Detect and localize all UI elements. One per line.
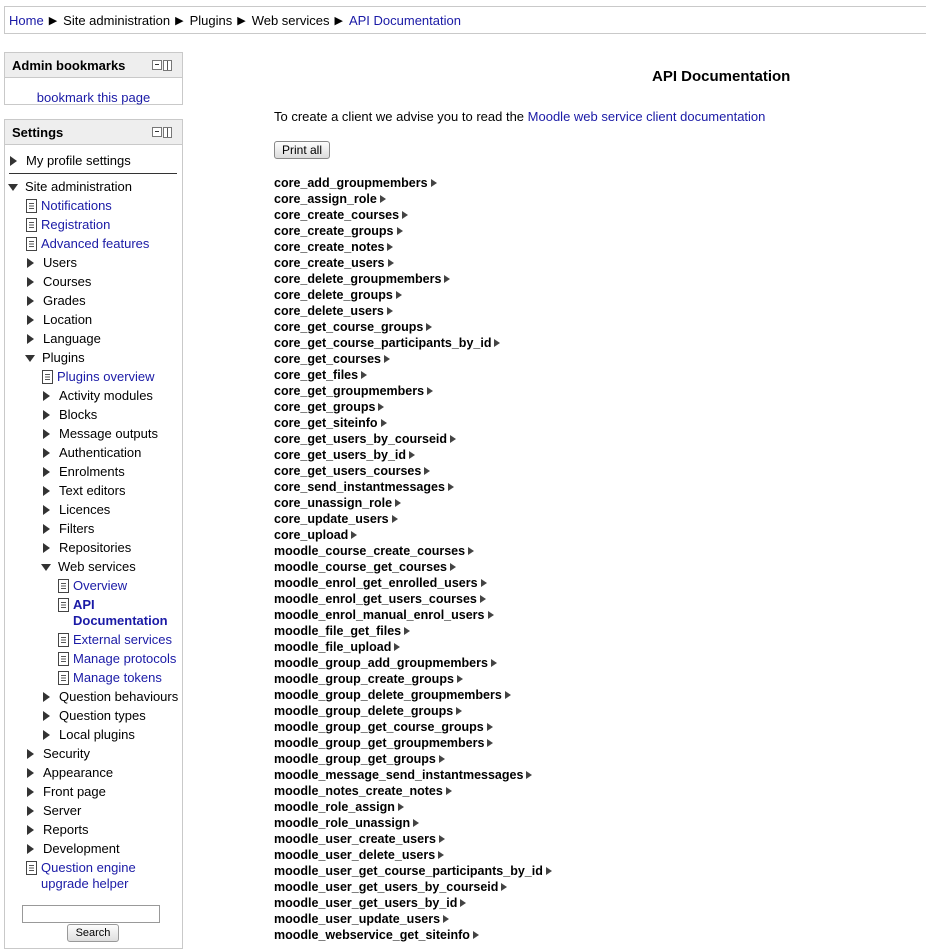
function-item[interactable] bbox=[274, 415, 552, 431]
function-item[interactable] bbox=[274, 239, 552, 255]
function-name: core_assign_role bbox=[274, 192, 377, 206]
tree-item-overview[interactable]: Overview bbox=[58, 578, 127, 593]
tree-item-plugins[interactable]: Plugins bbox=[25, 350, 85, 365]
function-item[interactable] bbox=[274, 303, 552, 319]
expand-arrow-icon[interactable] bbox=[456, 707, 462, 715]
tree-item-users[interactable]: Users bbox=[27, 255, 77, 270]
expand-arrow-icon[interactable] bbox=[431, 179, 437, 187]
function-item[interactable] bbox=[274, 847, 552, 863]
expand-arrow-icon[interactable] bbox=[443, 915, 449, 923]
tree-item-question-engine-upgrade[interactable]: Question engine upgrade helper bbox=[26, 860, 136, 892]
expanded-arrow-icon bbox=[41, 564, 51, 571]
expand-arrow-icon[interactable] bbox=[446, 787, 452, 795]
expand-arrow-icon[interactable] bbox=[409, 451, 415, 459]
expand-arrow-icon[interactable] bbox=[378, 403, 384, 411]
search-button[interactable]: Search bbox=[67, 924, 119, 942]
function-item[interactable] bbox=[274, 831, 552, 847]
expand-arrow-icon[interactable] bbox=[480, 595, 486, 603]
document-icon bbox=[58, 579, 69, 593]
tree-item-filters[interactable]: Filters bbox=[43, 521, 94, 536]
collapsed-arrow-icon bbox=[27, 334, 34, 344]
function-item[interactable] bbox=[274, 799, 552, 815]
bookmark-this-page-link[interactable]: bookmark this page bbox=[36, 89, 151, 105]
collapsed-arrow-icon bbox=[43, 429, 50, 439]
document-icon bbox=[58, 671, 69, 685]
collapsed-arrow-icon bbox=[27, 844, 34, 854]
function-name: moodle_webservice_get_siteinfo bbox=[274, 928, 470, 942]
expand-arrow-icon[interactable] bbox=[505, 691, 511, 699]
expand-arrow-icon[interactable] bbox=[487, 739, 493, 747]
breadcrumb-plugins[interactable]: Plugins bbox=[189, 12, 233, 28]
document-icon bbox=[58, 652, 69, 666]
document-icon bbox=[42, 370, 53, 384]
document-icon bbox=[26, 218, 37, 232]
function-name: core_get_files bbox=[274, 368, 359, 382]
tree-item-message-outputs[interactable]: Message outputs bbox=[43, 426, 158, 441]
tree-item-security[interactable]: Security bbox=[27, 746, 90, 761]
function-name: moodle_user_get_users_by_id bbox=[274, 896, 458, 910]
expand-arrow-icon[interactable] bbox=[395, 499, 401, 507]
tree-item-advanced-features[interactable]: Advanced features bbox=[26, 236, 149, 251]
collapsed-arrow-icon bbox=[27, 806, 34, 816]
divider bbox=[9, 173, 177, 174]
breadcrumb-separator-icon: ▶ bbox=[334, 14, 343, 27]
function-item[interactable] bbox=[274, 383, 552, 399]
expand-arrow-icon[interactable] bbox=[404, 627, 410, 635]
function-name: core_get_groupmembers bbox=[274, 384, 425, 398]
function-item[interactable] bbox=[274, 751, 552, 767]
admin-bookmarks-block bbox=[4, 52, 183, 105]
function-name: core_create_notes bbox=[274, 240, 385, 254]
expanded-arrow-icon bbox=[8, 184, 18, 191]
collapsed-arrow-icon bbox=[27, 749, 34, 759]
function-item[interactable] bbox=[274, 367, 552, 383]
expand-arrow-icon[interactable] bbox=[427, 387, 433, 395]
expand-arrow-icon[interactable] bbox=[402, 211, 408, 219]
collapsed-arrow-icon bbox=[43, 467, 50, 477]
function-name: moodle_group_get_groups bbox=[274, 752, 436, 766]
tree-item-question-behaviours[interactable]: Question behaviours bbox=[43, 689, 178, 704]
tree-item-api-documentation[interactable]: API Documentation bbox=[58, 597, 168, 629]
tree-item-manage-protocols[interactable]: Manage protocols bbox=[58, 651, 176, 666]
collapsed-arrow-icon bbox=[43, 524, 50, 534]
function-item[interactable] bbox=[274, 783, 552, 799]
tree-item-appearance[interactable]: Appearance bbox=[27, 765, 113, 780]
collapsed-arrow-icon bbox=[27, 315, 34, 325]
expand-arrow-icon[interactable] bbox=[394, 643, 400, 651]
function-item[interactable] bbox=[274, 767, 552, 783]
tree-item-grades[interactable]: Grades bbox=[27, 293, 86, 308]
function-name: core_get_course_participants_by_id bbox=[274, 336, 492, 350]
breadcrumb-separator-icon: ▶ bbox=[237, 14, 246, 27]
function-item[interactable] bbox=[274, 543, 552, 559]
function-name: moodle_enrol_get_users_courses bbox=[274, 592, 477, 606]
dock-block-icon[interactable] bbox=[152, 127, 172, 138]
function-item[interactable] bbox=[274, 623, 552, 639]
tree-item-blocks[interactable]: Blocks bbox=[43, 407, 97, 422]
function-item[interactable] bbox=[274, 863, 552, 879]
tree-item-reports[interactable]: Reports bbox=[27, 822, 89, 837]
expand-arrow-icon[interactable] bbox=[438, 851, 444, 859]
expand-arrow-icon[interactable] bbox=[488, 611, 494, 619]
document-icon bbox=[58, 598, 69, 612]
expand-arrow-icon[interactable] bbox=[481, 579, 487, 587]
function-list bbox=[274, 175, 552, 943]
expand-arrow-icon[interactable] bbox=[501, 883, 507, 891]
function-item[interactable] bbox=[274, 223, 552, 239]
tree-item-question-types[interactable]: Question types bbox=[43, 708, 146, 723]
function-name: core_get_course_groups bbox=[274, 320, 424, 334]
expand-arrow-icon[interactable] bbox=[526, 771, 532, 779]
tree-item-external-services[interactable]: External services bbox=[58, 632, 172, 647]
expand-arrow-icon[interactable] bbox=[487, 723, 493, 731]
breadcrumb-separator-icon: ▶ bbox=[175, 14, 184, 27]
function-item[interactable] bbox=[274, 335, 552, 351]
tree-item-text-editors[interactable]: Text editors bbox=[43, 483, 125, 498]
function-item[interactable] bbox=[274, 591, 552, 607]
tree-item-authentication[interactable]: Authentication bbox=[43, 445, 141, 460]
expand-arrow-icon[interactable] bbox=[398, 803, 404, 811]
function-name: core_get_users_courses bbox=[274, 464, 422, 478]
function-item[interactable] bbox=[274, 479, 552, 495]
function-name: moodle_message_send_instantmessages bbox=[274, 768, 524, 782]
function-item[interactable] bbox=[274, 447, 552, 463]
function-name: core_create_groups bbox=[274, 224, 394, 238]
intro-text: To create a client we advise you to read the Moodle web service client documentation bbox=[274, 109, 766, 124]
collapsed-arrow-icon bbox=[27, 296, 34, 306]
function-name: moodle_user_delete_users bbox=[274, 848, 436, 862]
settings-header bbox=[5, 120, 182, 145]
breadcrumb-web-services[interactable]: Web services bbox=[251, 12, 330, 28]
tree-item-location[interactable]: Location bbox=[27, 312, 92, 327]
print-all-button[interactable]: Print all bbox=[274, 141, 330, 159]
function-item[interactable] bbox=[274, 287, 552, 303]
breadcrumb-current[interactable]: API Documentation bbox=[348, 12, 461, 28]
collapsed-arrow-icon bbox=[10, 156, 17, 166]
tree-item-manage-tokens[interactable]: Manage tokens bbox=[58, 670, 162, 685]
expand-arrow-icon[interactable] bbox=[397, 227, 403, 235]
function-name: core_get_groups bbox=[274, 400, 376, 414]
tree-item-development[interactable]: Development bbox=[27, 841, 120, 856]
function-name: core_delete_groupmembers bbox=[274, 272, 442, 286]
collapsed-arrow-icon bbox=[27, 768, 34, 778]
function-name: moodle_group_get_groupmembers bbox=[274, 736, 485, 750]
expand-arrow-icon[interactable] bbox=[392, 515, 398, 523]
expand-arrow-icon[interactable] bbox=[546, 867, 552, 875]
function-item[interactable] bbox=[274, 735, 552, 751]
expand-arrow-icon[interactable] bbox=[460, 899, 466, 907]
function-item[interactable] bbox=[274, 319, 552, 335]
expand-arrow-icon[interactable] bbox=[450, 563, 456, 571]
document-icon bbox=[26, 861, 37, 875]
function-item[interactable] bbox=[274, 255, 552, 271]
expand-arrow-icon[interactable] bbox=[384, 355, 390, 363]
function-name: core_create_users bbox=[274, 256, 385, 270]
function-name: core_delete_users bbox=[274, 304, 384, 318]
function-name: moodle_user_update_users bbox=[274, 912, 441, 926]
function-item[interactable] bbox=[274, 463, 552, 479]
function-name: moodle_file_get_files bbox=[274, 624, 402, 638]
tree-item-plugins-overview[interactable]: Plugins overview bbox=[42, 369, 155, 384]
expand-arrow-icon[interactable] bbox=[426, 323, 432, 331]
function-name: core_update_users bbox=[274, 512, 389, 526]
function-name: moodle_group_create_groups bbox=[274, 672, 454, 686]
tree-item-notifications[interactable]: Notifications bbox=[26, 198, 112, 213]
function-name: moodle_notes_create_notes bbox=[274, 784, 443, 798]
expand-arrow-icon[interactable] bbox=[424, 467, 430, 475]
tree-item-language[interactable]: Language bbox=[27, 331, 101, 346]
function-name: moodle_course_get_courses bbox=[274, 560, 447, 574]
collapsed-arrow-icon bbox=[43, 543, 50, 553]
breadcrumb bbox=[4, 6, 926, 34]
admin-bookmarks-title: Admin bookmarks bbox=[12, 57, 126, 73]
collapsed-arrow-icon bbox=[43, 711, 50, 721]
client-documentation-link[interactable]: Moodle web service client documentation bbox=[527, 109, 766, 124]
function-item[interactable] bbox=[274, 575, 552, 591]
expand-arrow-icon[interactable] bbox=[457, 675, 463, 683]
function-name: core_create_courses bbox=[274, 208, 400, 222]
expand-arrow-icon[interactable] bbox=[468, 547, 474, 555]
tree-item-web-services[interactable]: Web services bbox=[41, 559, 136, 574]
collapsed-arrow-icon bbox=[43, 505, 50, 515]
function-item[interactable] bbox=[274, 671, 552, 687]
function-name: core_get_users_by_courseid bbox=[274, 432, 448, 446]
expand-arrow-icon[interactable] bbox=[439, 835, 445, 843]
function-item[interactable] bbox=[274, 527, 552, 543]
tree-item-enrolments[interactable]: Enrolments bbox=[43, 464, 125, 479]
function-item[interactable] bbox=[274, 399, 552, 415]
function-item[interactable] bbox=[274, 495, 552, 511]
function-item[interactable] bbox=[274, 911, 552, 927]
expand-arrow-icon[interactable] bbox=[396, 291, 402, 299]
tree-item-repositories[interactable]: Repositories bbox=[43, 540, 131, 555]
expand-arrow-icon[interactable] bbox=[351, 531, 357, 539]
expand-arrow-icon[interactable] bbox=[494, 339, 500, 347]
function-name: moodle_user_create_users bbox=[274, 832, 436, 846]
collapsed-arrow-icon bbox=[43, 692, 50, 702]
tree-item-licences[interactable]: Licences bbox=[43, 502, 110, 517]
function-name: moodle_group_delete_groups bbox=[274, 704, 454, 718]
function-name: core_delete_groups bbox=[274, 288, 393, 302]
collapsed-arrow-icon bbox=[43, 486, 50, 496]
collapsed-arrow-icon bbox=[27, 825, 34, 835]
function-item[interactable] bbox=[274, 703, 552, 719]
function-name: moodle_course_create_courses bbox=[274, 544, 466, 558]
function-name: moodle_role_assign bbox=[274, 800, 395, 814]
function-item[interactable] bbox=[274, 895, 552, 911]
tree-item-server[interactable]: Server bbox=[27, 803, 81, 818]
expand-arrow-icon[interactable] bbox=[413, 819, 419, 827]
document-icon bbox=[58, 633, 69, 647]
function-name: core_send_instantmessages bbox=[274, 480, 445, 494]
dock-block-icon[interactable] bbox=[152, 60, 172, 71]
expand-arrow-icon[interactable] bbox=[450, 435, 456, 443]
expanded-arrow-icon bbox=[25, 355, 35, 362]
tree-item-courses[interactable]: Courses bbox=[27, 274, 91, 289]
function-item[interactable] bbox=[274, 719, 552, 735]
tree-item-site-admin[interactable]: Site administration bbox=[8, 179, 132, 194]
collapsed-arrow-icon bbox=[27, 787, 34, 797]
function-name: core_get_courses bbox=[274, 352, 382, 366]
function-item[interactable] bbox=[274, 559, 552, 575]
function-name: moodle_role_unassign bbox=[274, 816, 411, 830]
function-name: core_get_users_by_id bbox=[274, 448, 407, 462]
collapsed-arrow-icon bbox=[43, 730, 50, 740]
function-item[interactable] bbox=[274, 207, 552, 223]
function-item[interactable] bbox=[274, 639, 552, 655]
tree-item-registration[interactable]: Registration bbox=[26, 217, 110, 232]
function-name: moodle_file_upload bbox=[274, 640, 392, 654]
expand-arrow-icon[interactable] bbox=[491, 659, 497, 667]
collapsed-arrow-icon bbox=[27, 258, 34, 268]
function-name: moodle_group_get_course_groups bbox=[274, 720, 484, 734]
tree-item-local-plugins[interactable]: Local plugins bbox=[43, 727, 135, 742]
page-title: API Documentation bbox=[652, 68, 791, 85]
expand-arrow-icon[interactable] bbox=[444, 275, 450, 283]
document-icon bbox=[26, 199, 37, 213]
breadcrumb-site-admin[interactable]: Site administration bbox=[63, 12, 171, 28]
function-item[interactable] bbox=[274, 927, 552, 943]
expand-arrow-icon[interactable] bbox=[361, 371, 367, 379]
admin-bookmarks-header bbox=[5, 53, 182, 78]
expand-arrow-icon[interactable] bbox=[448, 483, 454, 491]
collapsed-arrow-icon bbox=[43, 391, 50, 401]
breadcrumb-separator-icon: ▶ bbox=[48, 14, 58, 27]
function-name: core_add_groupmembers bbox=[274, 176, 428, 190]
function-name: moodle_user_get_users_by_courseid bbox=[274, 880, 499, 894]
collapsed-arrow-icon bbox=[43, 448, 50, 458]
function-name: moodle_group_add_groupmembers bbox=[274, 656, 488, 670]
expand-arrow-icon[interactable] bbox=[473, 931, 479, 939]
document-icon bbox=[26, 237, 37, 251]
settings-title: Settings bbox=[12, 124, 64, 140]
settings-search-input[interactable] bbox=[22, 905, 160, 923]
function-name: core_upload bbox=[274, 528, 349, 542]
expand-arrow-icon[interactable] bbox=[380, 195, 386, 203]
function-name: core_unassign_role bbox=[274, 496, 393, 510]
function-item[interactable] bbox=[274, 687, 552, 703]
function-name: moodle_enrol_get_enrolled_users bbox=[274, 576, 478, 590]
function-item[interactable] bbox=[274, 431, 552, 447]
breadcrumb-home[interactable]: Home bbox=[9, 12, 44, 28]
function-item[interactable] bbox=[274, 815, 552, 831]
function-item[interactable] bbox=[274, 351, 552, 367]
tree-item-activity-modules[interactable]: Activity modules bbox=[43, 388, 153, 403]
function-name: moodle_user_get_course_participants_by_id bbox=[274, 864, 543, 878]
function-name: core_get_siteinfo bbox=[274, 416, 378, 430]
function-item[interactable] bbox=[274, 271, 552, 287]
expand-arrow-icon[interactable] bbox=[387, 307, 393, 315]
tree-item-my-profile[interactable]: My profile settings bbox=[10, 153, 131, 168]
function-item[interactable] bbox=[274, 191, 552, 207]
collapsed-arrow-icon bbox=[43, 410, 50, 420]
expand-arrow-icon[interactable] bbox=[439, 755, 445, 763]
expand-arrow-icon[interactable] bbox=[387, 243, 393, 251]
function-item[interactable] bbox=[274, 607, 552, 623]
function-name: moodle_group_delete_groupmembers bbox=[274, 688, 502, 702]
collapsed-arrow-icon bbox=[27, 277, 34, 287]
expand-arrow-icon[interactable] bbox=[381, 419, 387, 427]
expand-arrow-icon[interactable] bbox=[388, 259, 394, 267]
function-item[interactable] bbox=[274, 511, 552, 527]
function-name: moodle_enrol_manual_enrol_users bbox=[274, 608, 485, 622]
function-item[interactable] bbox=[274, 175, 552, 191]
tree-item-front-page[interactable]: Front page bbox=[27, 784, 106, 799]
function-item[interactable] bbox=[274, 655, 552, 671]
function-item[interactable] bbox=[274, 879, 552, 895]
